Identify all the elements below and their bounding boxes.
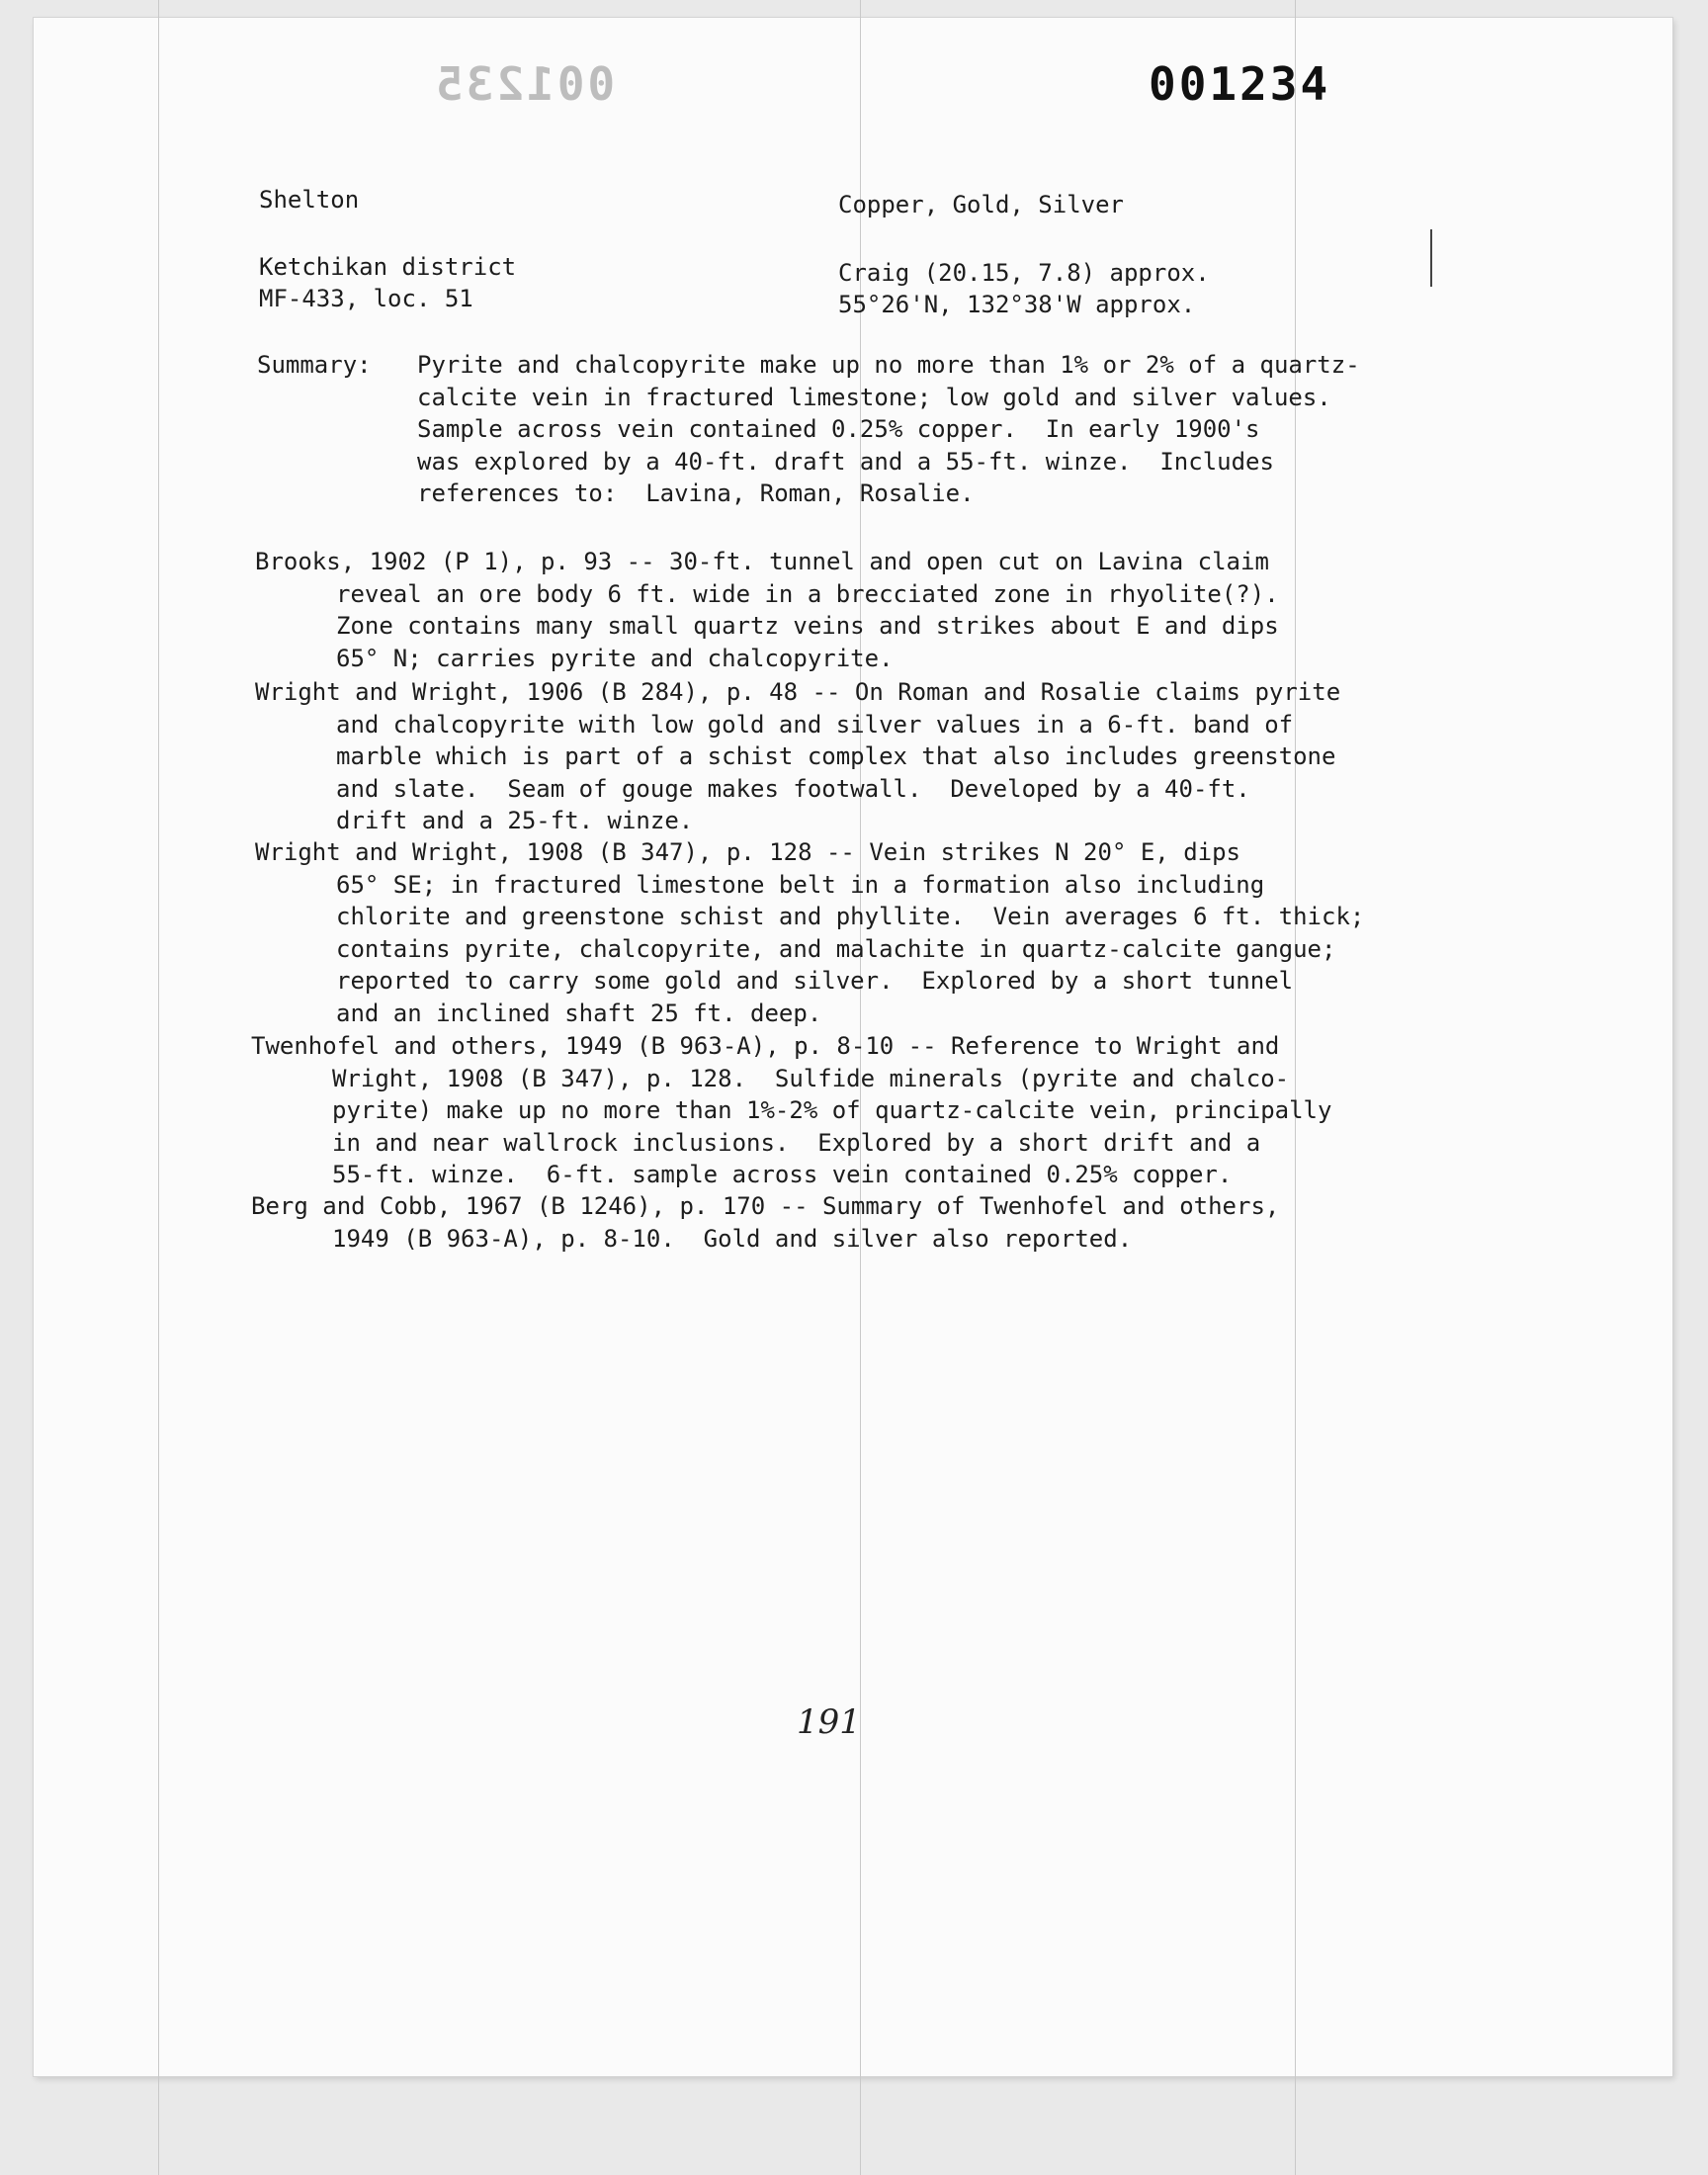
summary-line: calcite vein in fractured limestone; low gold and silver values. xyxy=(417,383,1331,411)
reference-line: Wright, 1908 (B 347), p. 128. Sulfide minerals (pyrite and chalco- xyxy=(332,1064,1290,1092)
coordinates: 55°26'N, 132°38'W approx. xyxy=(838,291,1196,318)
page-stamp-number: 001234 xyxy=(1149,57,1331,111)
reference-line: Wright and Wright, 1908 (B 347), p. 128 -- Vein strikes N 20° E, dips xyxy=(255,838,1240,866)
map-reference: MF-433, loc. 51 xyxy=(259,285,473,312)
reference-wright-1906 xyxy=(255,676,1340,837)
summary-line: Pyrite and chalcopyrite make up no more than 1% or 2% of a quartz- xyxy=(417,351,1360,379)
reference-line: Berg and Cobb, 1967 (B 1246), p. 170 -- Summary of Twenhofel and others, xyxy=(251,1192,1280,1220)
reference-line: and slate. Seam of gouge makes footwall. Developed by a 40-ft. xyxy=(336,774,1250,803)
reference-line: reveal an ore body 6 ft. wide in a brecciated zone in rhyolite(?). xyxy=(336,579,1279,608)
site-name: Shelton xyxy=(259,186,360,214)
summary-line: Sample across vein contained 0.25% copper. In early 1900's xyxy=(417,415,1260,443)
reference-line: reported to carry some gold and silver. Explored by a short tunnel xyxy=(336,967,1294,995)
margin-mark xyxy=(1430,229,1432,287)
reference-line: 1949 (B 963-A), p. 8-10. Gold and silver also reported. xyxy=(332,1224,1133,1253)
district: Ketchikan district xyxy=(259,253,517,281)
reference-line: Brooks, 1902 (P 1), p. 93 -- 30-ft. tunnel and open cut on Lavina claim xyxy=(255,548,1269,575)
handwritten-page-number: 191 xyxy=(797,1702,861,1742)
summary-label: Summary: xyxy=(257,351,372,379)
summary-line: references to: Lavina, Roman, Rosalie. xyxy=(417,479,975,507)
reference-wright-1908 xyxy=(255,836,1364,1029)
reference-line: 65° N; carries pyrite and chalcopyrite. xyxy=(336,644,894,672)
bleed-through-stamp-number: 001235 xyxy=(433,57,616,111)
quadrangle-location: Craig (20.15, 7.8) approx. xyxy=(838,259,1210,287)
reference-line: Wright and Wright, 1906 (B 284), p. 48 -- On Roman and Rosalie claims pyrite xyxy=(255,678,1341,706)
reference-brooks-1902 xyxy=(255,546,1279,674)
reference-line: marble which is part of a schist complex that also includes greenstone xyxy=(336,742,1336,770)
reference-line: Twenhofel and others, 1949 (B 963-A), p. 8-10 -- Reference to Wright and xyxy=(251,1032,1280,1060)
reference-line: 65° SE; in fractured limestone belt in a formation also including xyxy=(336,870,1265,899)
reference-line: drift and a 25-ft. winze. xyxy=(336,807,694,834)
reference-line: pyrite) make up no more than 1%-2% of quartz-calcite vein, principally xyxy=(332,1096,1332,1124)
scan-fold-line xyxy=(158,0,159,2175)
reference-line: 55-ft. winze. 6-ft. sample across vein contained 0.25% copper. xyxy=(332,1161,1233,1188)
reference-line: in and near wallrock inclusions. Explored by a short drift and a xyxy=(332,1128,1261,1157)
commodities: Copper, Gold, Silver xyxy=(838,191,1124,218)
reference-line: chlorite and greenstone schist and phyllite. Vein averages 6 ft. thick; xyxy=(336,903,1365,930)
reference-line: Zone contains many small quartz veins and strikes about E and dips xyxy=(336,612,1279,640)
reference-line: and chalcopyrite with low gold and silver values in a 6-ft. band of xyxy=(336,710,1294,739)
reference-twenhofel-1949 xyxy=(251,1030,1331,1191)
reference-berg-cobb-1967 xyxy=(251,1190,1279,1255)
reference-line: and an inclined shaft 25 ft. deep. xyxy=(336,999,822,1027)
summary-line: was explored by a 40-ft. draft and a 55-ft. winze. Includes xyxy=(417,447,1274,476)
reference-line: contains pyrite, chalcopyrite, and malachite in quartz-calcite gangue; xyxy=(336,934,1336,963)
summary-text xyxy=(417,349,1360,510)
